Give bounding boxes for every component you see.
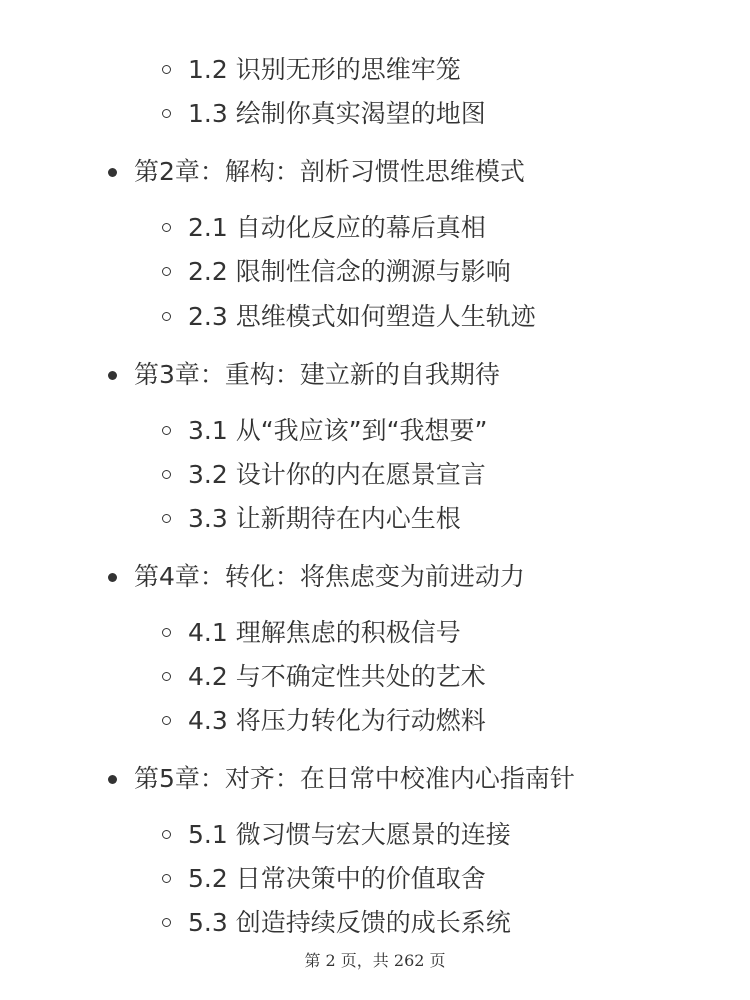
hollow-bullet-icon [162, 312, 171, 321]
hollow-bullet-icon [162, 830, 171, 839]
toc-section-label: 5.3 创造持续反馈的成长系统 [188, 908, 511, 937]
toc-chapter-label: 第2章：解构：剖析习惯性思维模式 [134, 157, 525, 186]
filled-bullet-icon [108, 775, 117, 784]
filled-bullet-icon [108, 168, 117, 177]
toc-section-label: 4.1 理解焦虑的积极信号 [188, 618, 461, 647]
hollow-bullet-icon [162, 628, 171, 637]
hollow-bullet-icon [162, 267, 171, 276]
hollow-bullet-icon [162, 109, 171, 118]
toc-section-label: 1.3 绘制你真实渴望的地图 [188, 99, 486, 128]
toc-section-label: 4.2 与不确定性共处的艺术 [188, 662, 486, 691]
toc-section-label: 5.1 微习惯与宏大愿景的连接 [188, 820, 511, 849]
toc-section-label: 3.1 从“我应该”到“我想要” [188, 416, 488, 445]
hollow-bullet-icon [162, 874, 171, 883]
toc-section-label: 2.2 限制性信念的溯源与影响 [188, 257, 511, 286]
filled-bullet-icon [108, 573, 117, 582]
toc-section-label: 2.1 自动化反应的幕后真相 [188, 213, 486, 242]
toc-section-label: 3.2 设计你的内在愿景宣言 [188, 460, 486, 489]
toc-chapter-label: 第4章：转化：将焦虑变为前进动力 [134, 562, 525, 591]
hollow-bullet-icon [162, 470, 171, 479]
hollow-bullet-icon [162, 426, 171, 435]
hollow-bullet-icon [162, 716, 171, 725]
hollow-bullet-icon [162, 65, 171, 74]
toc-section-label: 3.3 让新期待在内心生根 [188, 504, 461, 533]
hollow-bullet-icon [162, 514, 171, 523]
toc-section-label: 1.2 识别无形的思维牢笼 [188, 55, 461, 84]
page-number-footer: 第 2 页，共 262 页 [304, 951, 446, 970]
toc-section-label: 5.2 日常决策中的价值取舍 [188, 864, 486, 893]
toc-chapter-label: 第3章：重构：建立新的自我期待 [134, 360, 500, 389]
hollow-bullet-icon [162, 918, 171, 927]
toc-chapter-label: 第5章：对齐：在日常中校准内心指南针 [134, 764, 575, 793]
filled-bullet-icon [108, 371, 117, 380]
toc-section-label: 4.3 将压力转化为行动燃料 [188, 706, 486, 735]
hollow-bullet-icon [162, 672, 171, 681]
hollow-bullet-icon [162, 223, 171, 232]
toc-section-label: 2.3 思维模式如何塑造人生轨迹 [188, 302, 536, 331]
